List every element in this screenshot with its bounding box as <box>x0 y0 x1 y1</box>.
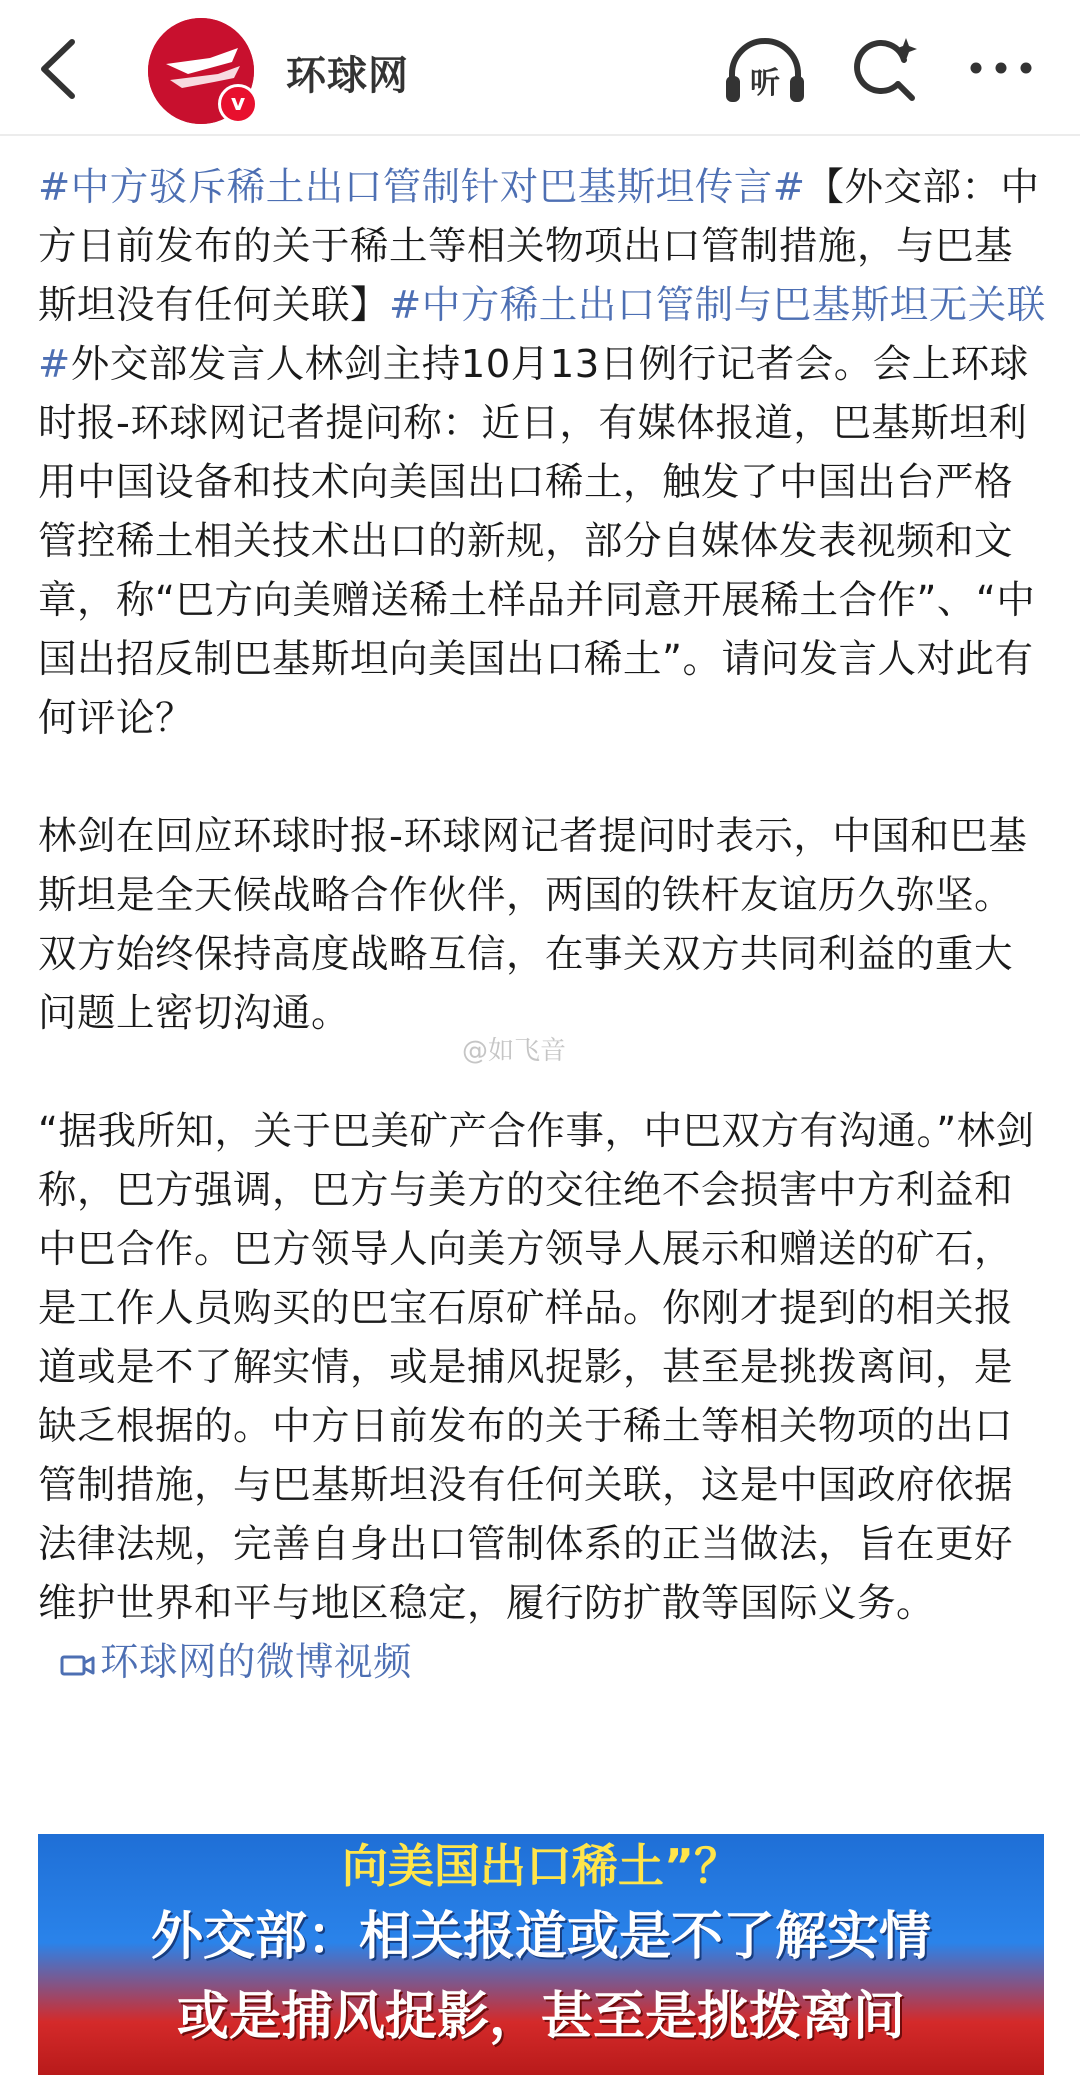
headphones-listen-icon <box>720 30 810 110</box>
video-camera-icon <box>60 1651 96 1679</box>
post-body <box>38 158 1048 1692</box>
video-thumbnail[interactable] <box>38 1834 1044 2075</box>
post-paragraph-3 <box>38 1102 1048 1692</box>
back-button[interactable] <box>34 34 84 104</box>
thumbnail-caption-line1: 向美国出口稀土”？ <box>341 1839 741 1893</box>
listen-label: 听 <box>750 66 780 101</box>
listen-button[interactable] <box>720 30 810 110</box>
topic-tag-link[interactable]: #中方稀土出口管制与巴基斯坦无关联# <box>38 283 1046 387</box>
post-text: “据我所知，关于巴美矿产合作事，中巴双方有沟通。”林剑称，巴方强调，巴方与美方的交往绝不会损害中方利益和中巴合作。巴方领导人向美方领导人展示和赠送的矿石，是工作人员购买的巴宝石原矿样品。你刚才提到的相关报道或是不了解实情，或是捕风捉影，甚至是挑拨离间，是缺乏根据的。中方日前发布的关于稀土等相关物项的出口管制措施，与巴基斯坦没有任何关联，这是中国政府依据法律法规，完善自身出口管制体系的正当做法，旨在更好维护世界和平与地区稳定，履行防扩散等国际义务。 <box>38 1109 1035 1626</box>
account-name[interactable]: 环球网 <box>286 53 409 99</box>
post-paragraph-2: 林剑在回应环球时报-环球网记者提问时表示，中国和巴基斯坦是全天候战略合作伙伴，两国的铁杆友谊历久弥坚。双方始终保持高度战略互信，在事关双方共同利益的重大问题上密切沟通。 <box>38 814 1028 1036</box>
thumbnail-caption-line2: 外交部：相关报道或是不了解实情 <box>150 1907 931 1967</box>
video-link-label: 环球网的微博视频 <box>100 1640 413 1685</box>
post-text: 【外交部：中方日前发布的关于稀土等相关物项出口管制措施，与巴基斯坦没有任何关联】 <box>38 165 1040 328</box>
top-bar <box>0 0 1080 136</box>
verified-badge: v <box>218 84 258 124</box>
avatar[interactable] <box>148 18 254 124</box>
post-paragraph-1 <box>38 158 1048 748</box>
search-button[interactable] <box>846 30 926 110</box>
weibo-video-link[interactable] <box>60 1640 412 1685</box>
search-icon <box>846 30 926 110</box>
topic-tag-link[interactable]: #中方驳斥稀土出口管制针对巴基斯坦传言# <box>38 165 806 210</box>
thumbnail-caption-line3: 或是捕风捉影，甚至是挑拨离间 <box>176 1987 905 2047</box>
post-text: 外交部发言人林剑主持10月13日例行记者会。会上环球时报-环球网记者提问称：近日，有媒体报道，巴基斯坦利用中国设备和技术向美国出口稀土，触发了中国出台严格管控稀土相关技术出口的新规，部分自媒体发表视频和文章，称“巴方向美赠送稀土样品并同意开展稀土合作”、“中国出招反制巴基斯坦向美国出口稀土”。请问发言人对此有何评论？ <box>38 342 1036 741</box>
back-arrow-icon <box>34 34 84 104</box>
watermark: @如飞音 <box>462 1036 567 1066</box>
more-button[interactable] <box>966 56 1036 80</box>
more-dots-icon <box>966 56 1036 80</box>
